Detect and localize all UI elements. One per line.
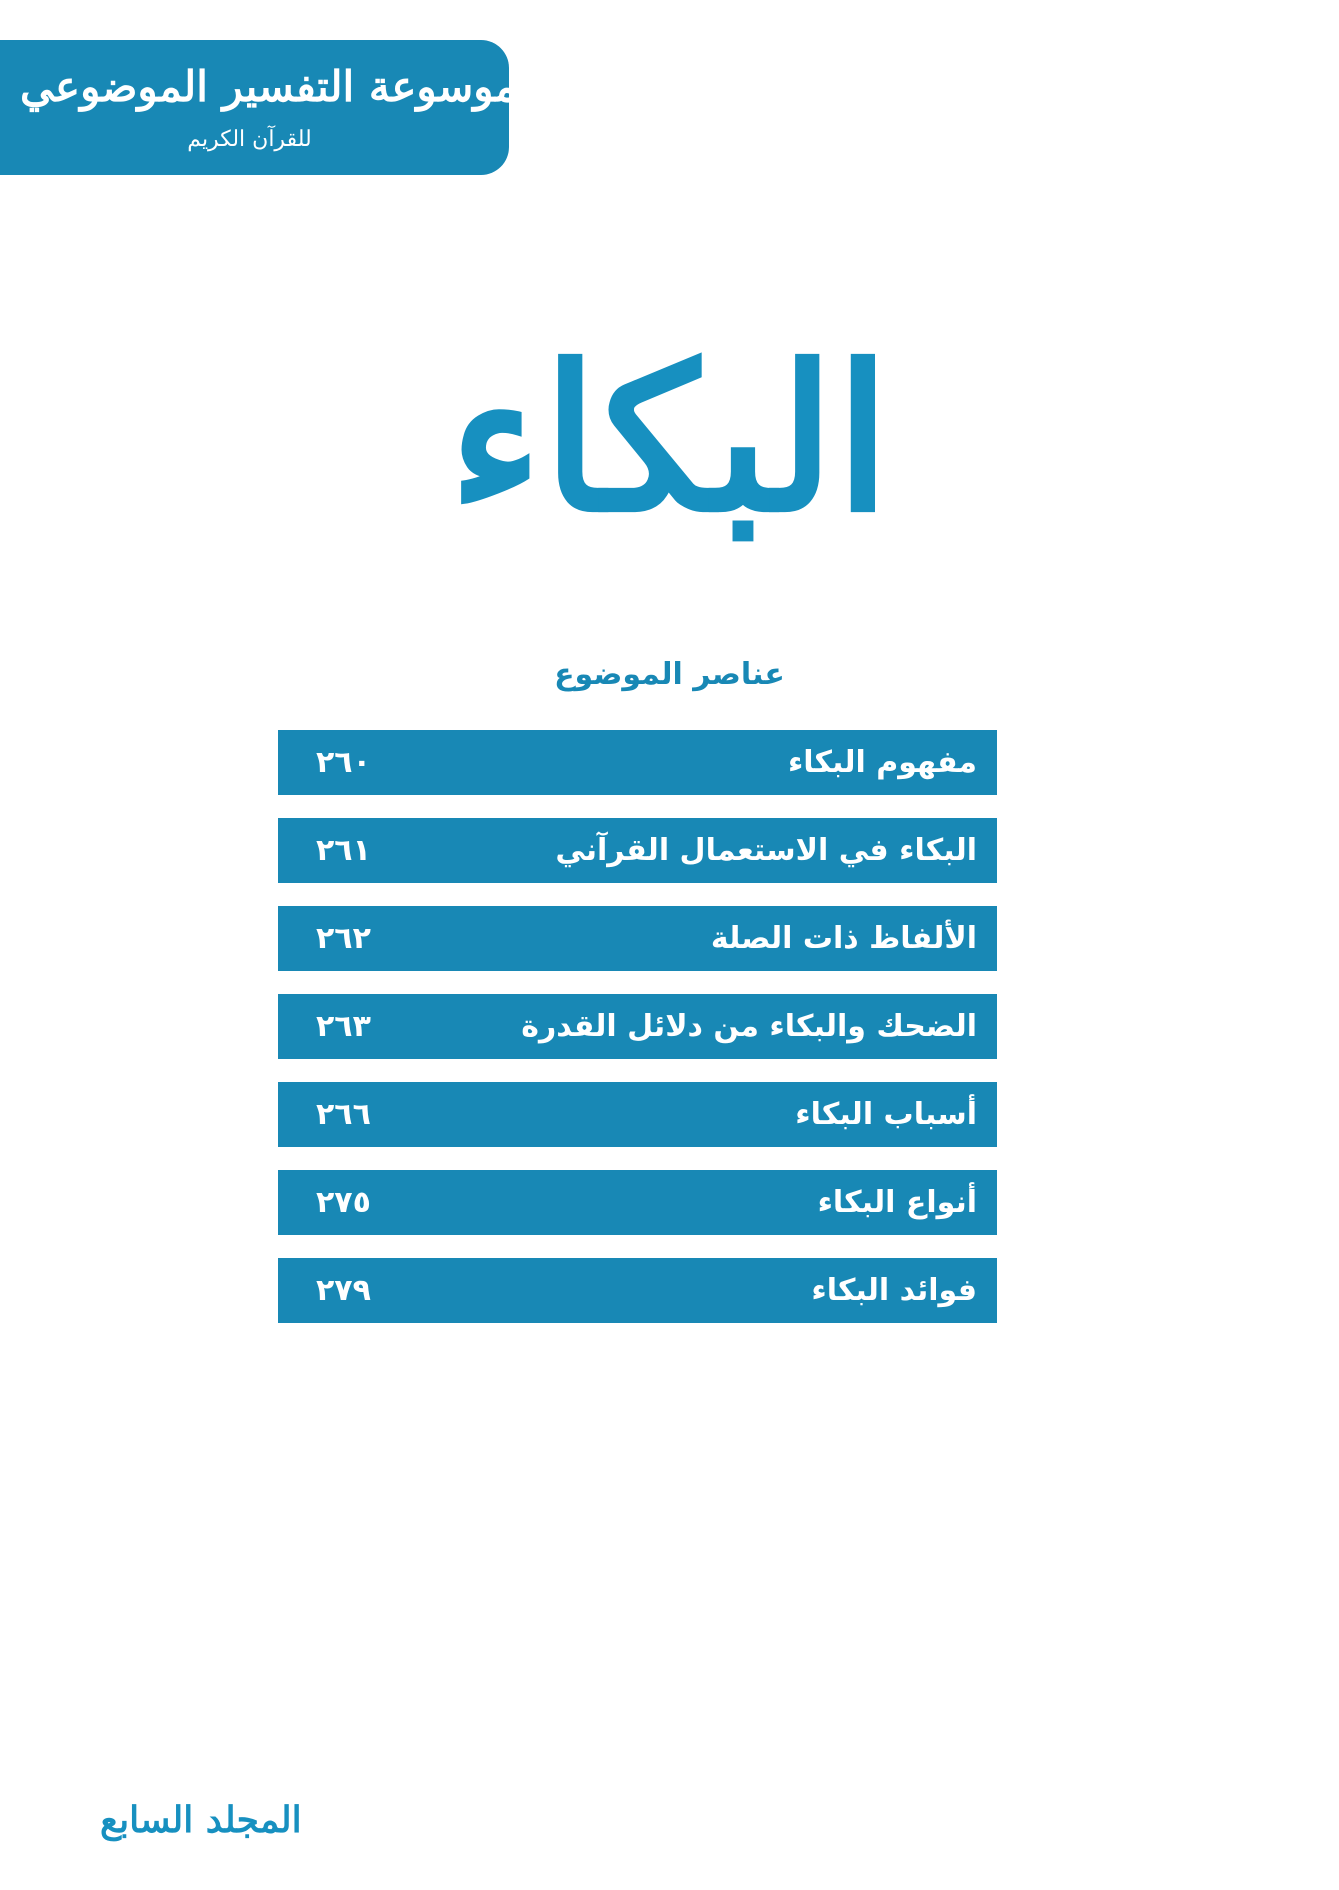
volume-label: المجلد السابع xyxy=(100,1799,302,1841)
toc-heading: عناصر الموضوع xyxy=(554,657,785,692)
toc-item-page: ٢٦٦ xyxy=(316,1097,371,1132)
toc-item-label: مفهوم البكاء xyxy=(787,745,977,780)
toc-item[interactable] xyxy=(278,730,997,795)
toc-item[interactable] xyxy=(278,1170,997,1235)
series-subtitle: للقرآن الكريم xyxy=(187,127,312,152)
series-banner xyxy=(0,40,518,175)
toc-item-label: فوائد البكاء xyxy=(811,1273,977,1308)
toc-item[interactable] xyxy=(278,906,997,971)
toc-item[interactable] xyxy=(278,994,997,1059)
toc-item[interactable] xyxy=(278,1258,997,1323)
series-title: موسوعة التفسير الموضوعي xyxy=(20,62,518,111)
toc-item-page: ٢٧٩ xyxy=(316,1273,371,1308)
toc-item-label: البكاء في الاستعمال القرآني xyxy=(555,833,977,868)
toc-item-label: الضحك والبكاء من دلائل القدرة xyxy=(521,1009,977,1044)
toc-item[interactable] xyxy=(278,818,997,883)
toc-item-label: الألفاظ ذات الصلة xyxy=(710,921,977,956)
toc-list xyxy=(278,730,997,1346)
toc-item-label: أسباب البكاء xyxy=(795,1097,977,1132)
chapter-title: البكاء xyxy=(448,322,891,557)
toc-item-page: ٢٦١ xyxy=(316,833,371,868)
toc-item-label: أنواع البكاء xyxy=(817,1185,977,1220)
toc-item-page: ٢٦٣ xyxy=(316,1009,371,1044)
toc-item-page: ٢٦٠ xyxy=(316,745,371,780)
toc-item-page: ٢٧٥ xyxy=(316,1185,371,1220)
toc-item-page: ٢٦٢ xyxy=(316,921,371,956)
toc-item[interactable] xyxy=(278,1082,997,1147)
